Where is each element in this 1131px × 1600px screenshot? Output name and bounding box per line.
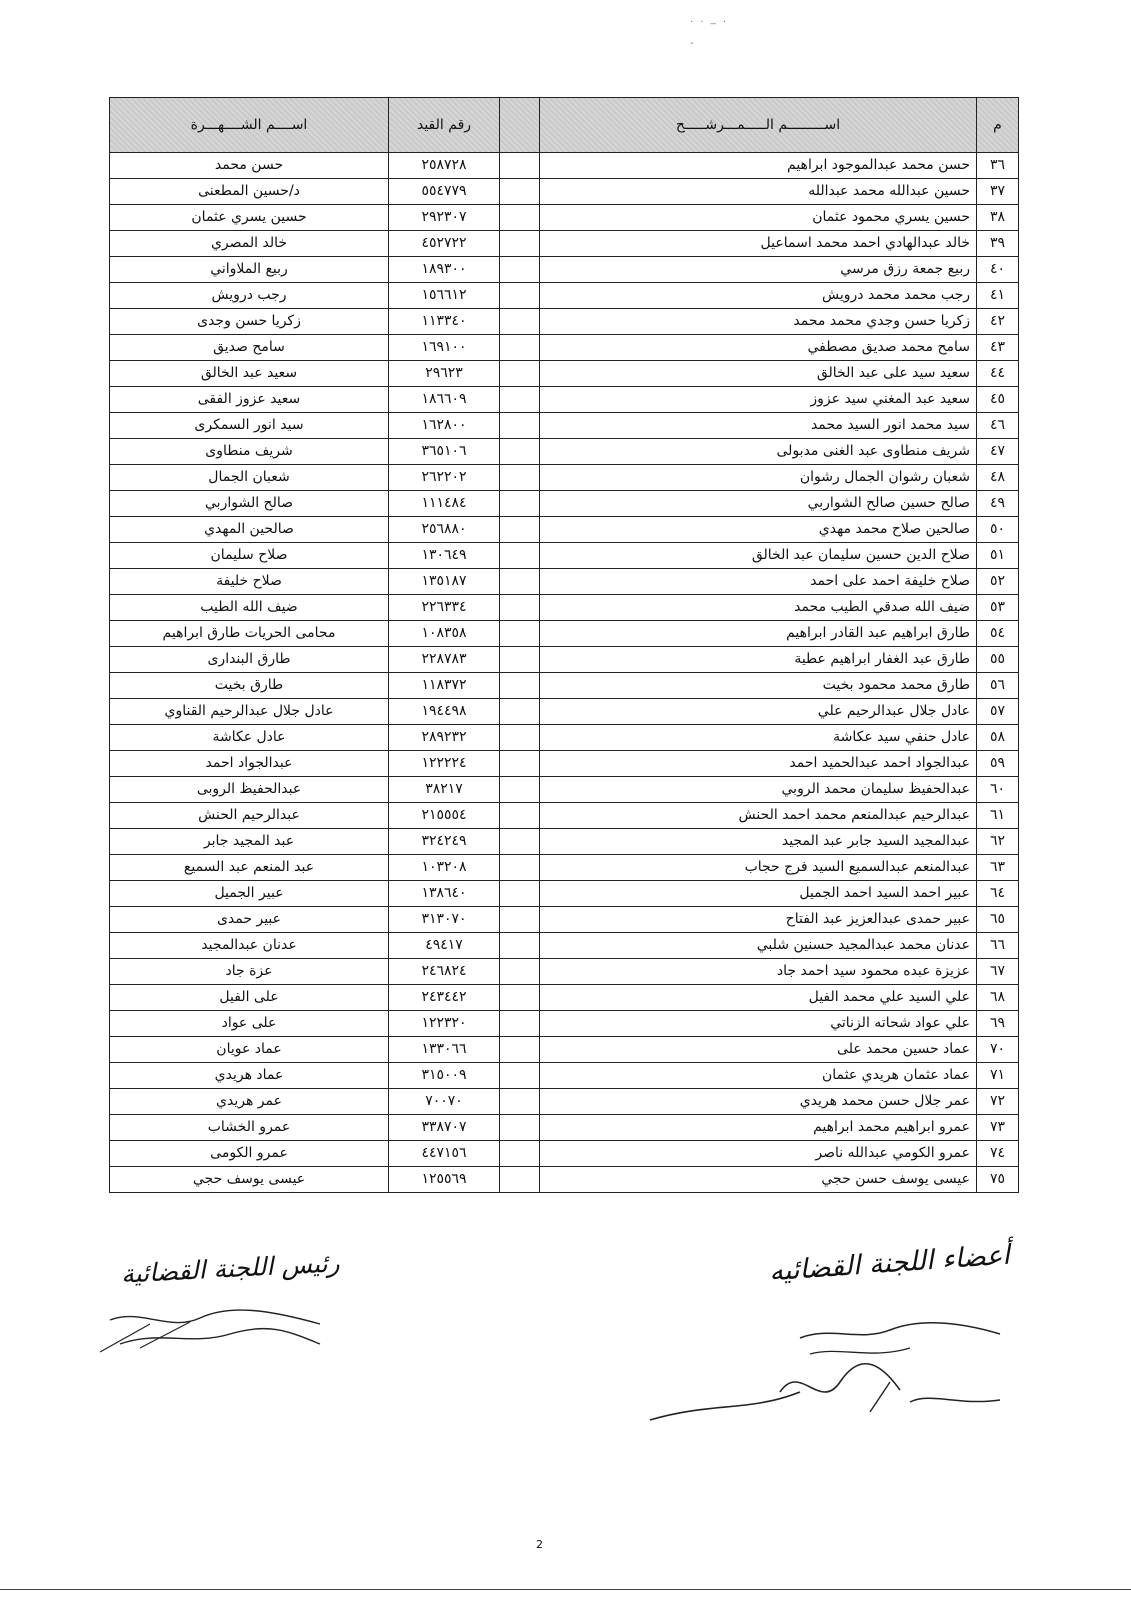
row-full-name: حسن محمد عبدالموجود ابراهيم	[540, 153, 977, 179]
row-full-name: سيد محمد انور السيد محمد	[540, 413, 977, 439]
row-gap	[500, 153, 540, 179]
row-popular-name: رجب درويش	[110, 283, 389, 309]
row-index: ٦٨	[977, 985, 1019, 1011]
row-popular-name: صالح الشواربي	[110, 491, 389, 517]
row-registration-number: ٢٢٦٣٣٤	[389, 595, 500, 621]
row-registration-number: ٢٥٦٨٨٠	[389, 517, 500, 543]
row-registration-number: ٣٦٥١٠٦	[389, 439, 500, 465]
table-row	[110, 257, 1019, 283]
row-popular-name: عزة جاد	[110, 959, 389, 985]
row-registration-number: ٤٤٧١٥٦	[389, 1141, 500, 1167]
row-index: ٥٧	[977, 699, 1019, 725]
table-row	[110, 1011, 1019, 1037]
row-registration-number: ١٥٦٦١٢	[389, 283, 500, 309]
row-registration-number: ١١٣٣٤٠	[389, 309, 500, 335]
table-row	[110, 335, 1019, 361]
table-row	[110, 1141, 1019, 1167]
row-registration-number: ٢٩٢٣٠٧	[389, 205, 500, 231]
row-full-name: عيسى يوسف حسن حجي	[540, 1167, 977, 1193]
row-index: ٣٧	[977, 179, 1019, 205]
row-index: ٦٧	[977, 959, 1019, 985]
table-row	[110, 231, 1019, 257]
row-full-name: عبدالجواد احمد عبدالحميد احمد	[540, 751, 977, 777]
row-gap	[500, 907, 540, 933]
row-popular-name: عبدالحفيظ الروبى	[110, 777, 389, 803]
header-gap	[500, 98, 540, 153]
row-full-name: عدنان محمد عبدالمجيد حسنين شلبي	[540, 933, 977, 959]
table-row	[110, 803, 1019, 829]
row-gap	[500, 439, 540, 465]
row-registration-number: ١٢٥٥٦٩	[389, 1167, 500, 1193]
committee-head-signature	[80, 1248, 340, 1358]
row-full-name: ضيف الله صدقي الطيب محمد	[540, 595, 977, 621]
table-row	[110, 1063, 1019, 1089]
table-row	[110, 699, 1019, 725]
row-registration-number: ١٨٦٦٠٩	[389, 387, 500, 413]
row-gap	[500, 387, 540, 413]
table-row	[110, 621, 1019, 647]
row-registration-number: ٣٣٨٧٠٧	[389, 1115, 500, 1141]
left-signature-block	[80, 1248, 340, 1358]
row-index: ٣٩	[977, 231, 1019, 257]
row-gap	[500, 1037, 540, 1063]
table-row	[110, 777, 1019, 803]
row-gap	[500, 569, 540, 595]
row-index: ٣٦	[977, 153, 1019, 179]
row-registration-number: ٢٢٨٧٨٣	[389, 647, 500, 673]
row-full-name: عماد حسين محمد على	[540, 1037, 977, 1063]
row-index: ٧١	[977, 1063, 1019, 1089]
row-registration-number: ١٠٣٢٠٨	[389, 855, 500, 881]
row-full-name: علي عواد شحاته الزناتي	[540, 1011, 977, 1037]
row-full-name: سعيد عبد المغني سيد عزوز	[540, 387, 977, 413]
header-index: م	[977, 98, 1019, 153]
row-gap	[500, 699, 540, 725]
bottom-rule	[0, 1589, 1131, 1590]
row-index: ٣٨	[977, 205, 1019, 231]
row-gap	[500, 257, 540, 283]
table-row	[110, 1115, 1019, 1141]
row-full-name: سامح محمد صديق مصطفي	[540, 335, 977, 361]
row-registration-number: ١٠٨٣٥٨	[389, 621, 500, 647]
row-popular-name: عبد المنعم عبد السميع	[110, 855, 389, 881]
table-row	[110, 387, 1019, 413]
row-registration-number: ١٢٢٢٢٤	[389, 751, 500, 777]
row-popular-name: ضيف الله الطيب	[110, 595, 389, 621]
row-registration-number: ٢٥٨٧٢٨	[389, 153, 500, 179]
row-popular-name: حسن محمد	[110, 153, 389, 179]
row-popular-name: شريف منطاوى	[110, 439, 389, 465]
row-popular-name: عماد هريدي	[110, 1063, 389, 1089]
row-popular-name: طارق البندارى	[110, 647, 389, 673]
row-popular-name: عادل جلال عبدالرحيم القناوي	[110, 699, 389, 725]
row-index: ٧٢	[977, 1089, 1019, 1115]
row-popular-name: خالد المصري	[110, 231, 389, 257]
row-index: ٧٥	[977, 1167, 1019, 1193]
row-index: ٤٢	[977, 309, 1019, 335]
row-gap	[500, 1011, 540, 1037]
row-full-name: عزيزة عبده محمود سيد احمد جاد	[540, 959, 977, 985]
row-full-name: طارق ابراهيم عبد القادر ابراهيم	[540, 621, 977, 647]
table-row	[110, 517, 1019, 543]
row-registration-number: ١٣٥١٨٧	[389, 569, 500, 595]
row-full-name: عادل جلال عبدالرحيم علي	[540, 699, 977, 725]
row-registration-number: ١٨٩٣٠٠	[389, 257, 500, 283]
row-gap	[500, 673, 540, 699]
table-row	[110, 829, 1019, 855]
row-full-name: عادل حنفي سيد عكاشة	[540, 725, 977, 751]
row-full-name: طارق عبد الغفار ابراهيم عطية	[540, 647, 977, 673]
row-index: ٦٣	[977, 855, 1019, 881]
table-header-row	[110, 98, 1019, 153]
table-row	[110, 569, 1019, 595]
row-registration-number: ١١٨٣٧٢	[389, 673, 500, 699]
row-index: ٤٧	[977, 439, 1019, 465]
committee-head-heading: رئيس اللجنة القضائية	[120, 1248, 341, 1289]
row-registration-number: ١١١٤٨٤	[389, 491, 500, 517]
row-popular-name: عمرو الخشاب	[110, 1115, 389, 1141]
row-full-name: علي السيد علي محمد الفيل	[540, 985, 977, 1011]
row-gap	[500, 1167, 540, 1193]
row-index: ٥٦	[977, 673, 1019, 699]
row-popular-name: عمرو الكومى	[110, 1141, 389, 1167]
table-row	[110, 1167, 1019, 1193]
row-popular-name: شعبان الجمال	[110, 465, 389, 491]
row-gap	[500, 1089, 540, 1115]
row-popular-name: طارق بخيت	[110, 673, 389, 699]
row-registration-number: ١٣٠٦٤٩	[389, 543, 500, 569]
row-full-name: عبدالحفيظ سليمان محمد الروبي	[540, 777, 977, 803]
table-row	[110, 933, 1019, 959]
row-registration-number: ٢٨٩٢٣٢	[389, 725, 500, 751]
scan-artifact-top-small: -	[690, 38, 696, 49]
row-gap	[500, 1063, 540, 1089]
table-row	[110, 283, 1019, 309]
header-popular-name: اســــم الشــــهـــرة	[110, 98, 389, 153]
table-row	[110, 309, 1019, 335]
row-registration-number: ٤٥٢٧٢٢	[389, 231, 500, 257]
row-index: ٤٥	[977, 387, 1019, 413]
row-gap	[500, 595, 540, 621]
row-gap	[500, 465, 540, 491]
row-gap	[500, 1141, 540, 1167]
candidates-table	[109, 97, 1019, 1193]
row-gap	[500, 621, 540, 647]
row-full-name: عماد عثمان هريدي عثمان	[540, 1063, 977, 1089]
row-popular-name: عبدالرحيم الحنش	[110, 803, 389, 829]
row-popular-name: عمر هريدي	[110, 1089, 389, 1115]
row-registration-number: ١٦٢٨٠٠	[389, 413, 500, 439]
row-popular-name: ربيع الملاواني	[110, 257, 389, 283]
table-row	[110, 985, 1019, 1011]
row-index: ٤٨	[977, 465, 1019, 491]
row-popular-name: سعيد عبد الخالق	[110, 361, 389, 387]
row-full-name: رجب محمد محمد درويش	[540, 283, 977, 309]
table-row	[110, 959, 1019, 985]
row-popular-name: حسين يسري عثمان	[110, 205, 389, 231]
header-full-name: اســـــــــم الـــــمـــرشـــــح	[540, 98, 977, 153]
row-gap	[500, 829, 540, 855]
row-index: ٧٣	[977, 1115, 1019, 1141]
row-full-name: عبير حمدى عبدالعزيز عبد الفتاح	[540, 907, 977, 933]
row-index: ٦٩	[977, 1011, 1019, 1037]
row-full-name: خالد عبدالهادي احمد محمد اسماعيل	[540, 231, 977, 257]
row-popular-name: سامح صديق	[110, 335, 389, 361]
row-gap	[500, 231, 540, 257]
row-full-name: سعيد سيد على عبد الخالق	[540, 361, 977, 387]
right-signature-block	[630, 1239, 1011, 1432]
table-row	[110, 439, 1019, 465]
candidates-table-wrapper	[109, 97, 1018, 1193]
row-popular-name: صالحين المهدي	[110, 517, 389, 543]
row-registration-number: ٧٠٠٧٠	[389, 1089, 500, 1115]
row-gap	[500, 335, 540, 361]
row-gap	[500, 725, 540, 751]
table-row	[110, 413, 1019, 439]
row-popular-name: عدنان عبدالمجيد	[110, 933, 389, 959]
table-row	[110, 673, 1019, 699]
row-popular-name: صلاح سليمان	[110, 543, 389, 569]
table-row	[110, 1037, 1019, 1063]
row-gap	[500, 647, 540, 673]
row-popular-name: على الفيل	[110, 985, 389, 1011]
row-full-name: عبدالرحيم عبدالمنعم محمد احمد الحنش	[540, 803, 977, 829]
row-index: ٤١	[977, 283, 1019, 309]
table-row	[110, 855, 1019, 881]
row-popular-name: سيد انور السمكرى	[110, 413, 389, 439]
row-registration-number: ١٢٢٣٢٠	[389, 1011, 500, 1037]
row-index: ٦٤	[977, 881, 1019, 907]
table-row	[110, 491, 1019, 517]
row-popular-name: زكريا حسن وجدى	[110, 309, 389, 335]
row-registration-number: ٤٩٤١٧	[389, 933, 500, 959]
row-gap	[500, 777, 540, 803]
row-gap	[500, 855, 540, 881]
row-full-name: صالحين صلاح محمد مهدي	[540, 517, 977, 543]
row-registration-number: ٢٩٦٢٣	[389, 361, 500, 387]
row-gap	[500, 803, 540, 829]
row-registration-number: ١٦٩١٠٠	[389, 335, 500, 361]
row-registration-number: ٢٤٦٨٢٤	[389, 959, 500, 985]
row-registration-number: ٢٦٢٢٠٢	[389, 465, 500, 491]
row-full-name: عمرو ابراهيم محمد ابراهيم	[540, 1115, 977, 1141]
row-registration-number: ٣١٥٠٠٩	[389, 1063, 500, 1089]
row-index: ٤٤	[977, 361, 1019, 387]
row-gap	[500, 881, 540, 907]
row-index: ٧٠	[977, 1037, 1019, 1063]
row-popular-name: على عواد	[110, 1011, 389, 1037]
row-registration-number: ١٩٤٤٩٨	[389, 699, 500, 725]
row-index: ٤٩	[977, 491, 1019, 517]
row-index: ٦٠	[977, 777, 1019, 803]
row-full-name: عمرو الكومي عبدالله ناصر	[540, 1141, 977, 1167]
row-full-name: عبير احمد السيد احمد الجميل	[540, 881, 977, 907]
row-gap	[500, 959, 540, 985]
row-popular-name: عبد المجيد جابر	[110, 829, 389, 855]
row-gap	[500, 751, 540, 777]
row-index: ٤٣	[977, 335, 1019, 361]
row-index: ٤٠	[977, 257, 1019, 283]
row-gap	[500, 517, 540, 543]
row-popular-name: محامى الحريات طارق ابراهيم	[110, 621, 389, 647]
row-gap	[500, 985, 540, 1011]
row-full-name: شريف منطاوى عبد الغنى مدبولى	[540, 439, 977, 465]
row-full-name: صالح حسين صالح الشواربي	[540, 491, 977, 517]
header-registration-number: رقم القيد	[389, 98, 500, 153]
table-row	[110, 465, 1019, 491]
table-row	[110, 205, 1019, 231]
row-registration-number: ١٣٨٦٤٠	[389, 881, 500, 907]
row-full-name: حسين يسري محمود عثمان	[540, 205, 977, 231]
row-popular-name: عماد عويان	[110, 1037, 389, 1063]
row-full-name: عبدالمنعم عبدالسميع السيد فرج حجاب	[540, 855, 977, 881]
committee-members-heading: أعضاء اللجنة القضائيه	[768, 1239, 1011, 1288]
row-index: ٤٦	[977, 413, 1019, 439]
row-popular-name: عادل عكاشة	[110, 725, 389, 751]
row-popular-name: عبدالجواد احمد	[110, 751, 389, 777]
scan-artifact-top: . . _ .	[690, 14, 729, 25]
row-registration-number: ١٣٣٠٦٦	[389, 1037, 500, 1063]
row-index: ٥٢	[977, 569, 1019, 595]
table-row	[110, 725, 1019, 751]
table-row	[110, 907, 1019, 933]
table-row	[110, 179, 1019, 205]
row-popular-name: د/حسين المطعنى	[110, 179, 389, 205]
row-index: ٥٤	[977, 621, 1019, 647]
row-full-name: طارق محمد محمود بخيت	[540, 673, 977, 699]
row-gap	[500, 933, 540, 959]
row-full-name: شعبان رشوان الجمال رشوان	[540, 465, 977, 491]
row-gap	[500, 413, 540, 439]
row-gap	[500, 543, 540, 569]
row-index: ٦٥	[977, 907, 1019, 933]
row-gap	[500, 283, 540, 309]
row-index: ٦١	[977, 803, 1019, 829]
row-index: ٥٩	[977, 751, 1019, 777]
table-row	[110, 153, 1019, 179]
row-index: ٧٤	[977, 1141, 1019, 1167]
row-index: ٥٥	[977, 647, 1019, 673]
row-full-name: صلاح خليفة احمد على احمد	[540, 569, 977, 595]
row-gap	[500, 1115, 540, 1141]
row-registration-number: ٢١٥٥٥٤	[389, 803, 500, 829]
row-index: ٦٦	[977, 933, 1019, 959]
table-row	[110, 1089, 1019, 1115]
row-full-name: زكريا حسن وجدي محمد محمد	[540, 309, 977, 335]
row-full-name: حسين عبدالله محمد عبدالله	[540, 179, 977, 205]
row-index: ٥٠	[977, 517, 1019, 543]
row-full-name: صلاح الدين حسين سليمان عبد الخالق	[540, 543, 977, 569]
committee-members-signatures	[630, 1239, 1011, 1432]
row-gap	[500, 361, 540, 387]
row-popular-name: صلاح خليفة	[110, 569, 389, 595]
row-registration-number: ٥٥٤٧٧٩	[389, 179, 500, 205]
row-popular-name: عبير حمدى	[110, 907, 389, 933]
table-row	[110, 647, 1019, 673]
row-gap	[500, 179, 540, 205]
page-number: 2	[536, 1538, 543, 1551]
row-full-name: عمر جلال حسن محمد هريدي	[540, 1089, 977, 1115]
row-registration-number: ٣٨٢١٧	[389, 777, 500, 803]
row-full-name: عبدالمجيد السيد جابر عبد المجيد	[540, 829, 977, 855]
row-index: ٥١	[977, 543, 1019, 569]
row-index: ٦٢	[977, 829, 1019, 855]
row-registration-number: ٣٢٤٢٤٩	[389, 829, 500, 855]
row-registration-number: ٣١٣٠٧٠	[389, 907, 500, 933]
table-row	[110, 595, 1019, 621]
row-popular-name: عيسى يوسف حجي	[110, 1167, 389, 1193]
row-gap	[500, 205, 540, 231]
row-registration-number: ٢٤٣٤٤٢	[389, 985, 500, 1011]
table-row	[110, 751, 1019, 777]
table-row	[110, 881, 1019, 907]
table-row	[110, 361, 1019, 387]
table-row	[110, 543, 1019, 569]
row-popular-name: سعيد عزوز الفقى	[110, 387, 389, 413]
row-index: ٥٨	[977, 725, 1019, 751]
row-index: ٥٣	[977, 595, 1019, 621]
row-gap	[500, 309, 540, 335]
row-full-name: ربيع جمعة رزق مرسي	[540, 257, 977, 283]
row-popular-name: عبير الجميل	[110, 881, 389, 907]
row-gap	[500, 491, 540, 517]
